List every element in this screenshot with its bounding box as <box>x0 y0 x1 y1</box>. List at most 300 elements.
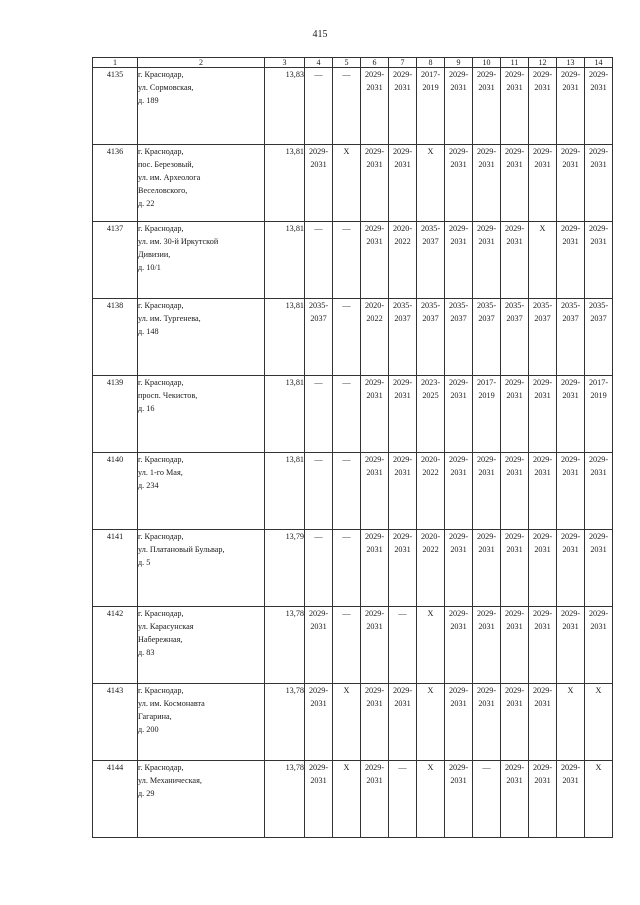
value-cell: 13,78 <box>265 684 305 761</box>
address-line: ул. Механическая, <box>138 776 202 785</box>
period-text: — <box>314 455 323 464</box>
period-text: 2035- 2037 <box>420 224 441 246</box>
row-number: 4142 <box>93 607 138 684</box>
period-text: 2029- 2031 <box>392 686 413 708</box>
period-text: X <box>595 763 602 772</box>
period-cell <box>529 453 557 530</box>
address-line: просп. Чекистов, <box>138 391 198 400</box>
period-text: 2029- 2031 <box>504 532 525 554</box>
period-text: 2029- 2031 <box>504 609 525 631</box>
period-cell <box>305 761 333 838</box>
period-cell <box>445 222 473 299</box>
period-text: 2029- 2031 <box>308 147 329 169</box>
period-cell <box>557 684 585 761</box>
row-number: 4135 <box>93 68 138 145</box>
period-text: 2029- 2031 <box>560 532 581 554</box>
period-cell <box>529 299 557 376</box>
period-text: 2029- 2031 <box>364 70 385 92</box>
period-cell <box>557 453 585 530</box>
period-cell <box>417 684 445 761</box>
period-cell <box>305 376 333 453</box>
period-text: 2029- 2031 <box>364 686 385 708</box>
value-cell: 13,78 <box>265 607 305 684</box>
period-cell <box>333 607 361 684</box>
address-cell <box>138 299 265 376</box>
period-text: 2029- 2031 <box>532 609 553 631</box>
period-cell <box>529 684 557 761</box>
period-text: 2029- 2031 <box>448 763 469 785</box>
address-line: пос. Березовый, <box>138 160 194 169</box>
period-text: 2029- 2031 <box>448 609 469 631</box>
column-header: 6 <box>361 58 389 68</box>
period-text: 2029- 2031 <box>364 378 385 400</box>
period-cell <box>305 453 333 530</box>
address-line: г. Краснодар, <box>138 224 184 233</box>
period-cell <box>389 222 417 299</box>
address-line: д. 189 <box>138 96 159 105</box>
period-text: 2020- 2022 <box>420 532 441 554</box>
period-cell <box>445 376 473 453</box>
period-cell <box>501 299 529 376</box>
period-text: 2029- 2031 <box>392 455 413 477</box>
period-cell <box>557 530 585 607</box>
period-text: 2029- 2031 <box>560 609 581 631</box>
period-cell <box>473 684 501 761</box>
address-line: д. 16 <box>138 404 155 413</box>
period-cell <box>389 607 417 684</box>
table-row <box>93 145 613 222</box>
address-line: Набережная, <box>138 635 183 644</box>
period-cell <box>585 684 613 761</box>
period-text: 2029- 2031 <box>504 70 525 92</box>
period-text: 2029- 2031 <box>448 147 469 169</box>
period-cell <box>501 607 529 684</box>
period-text: 2029- 2031 <box>364 532 385 554</box>
period-cell <box>501 684 529 761</box>
value-cell: 13,78 <box>265 761 305 838</box>
period-text: 2029- 2031 <box>532 147 553 169</box>
period-text: 2029- 2031 <box>364 609 385 631</box>
period-text: 2029- 2031 <box>532 763 553 785</box>
period-text: 2029- 2031 <box>476 147 497 169</box>
column-header: 14 <box>585 58 613 68</box>
period-cell <box>389 145 417 222</box>
period-text: 2029- 2031 <box>560 70 581 92</box>
period-text: — <box>342 378 351 387</box>
period-cell <box>361 607 389 684</box>
period-cell <box>557 222 585 299</box>
address-line: ул. им. Тургенева, <box>138 314 201 323</box>
period-text: 2029- 2031 <box>476 70 497 92</box>
period-cell <box>501 68 529 145</box>
period-cell <box>529 761 557 838</box>
period-cell <box>585 607 613 684</box>
value-cell: 13,79 <box>265 530 305 607</box>
period-text: 2029- 2031 <box>392 70 413 92</box>
period-cell <box>585 530 613 607</box>
header-row <box>93 58 613 68</box>
period-text: — <box>482 763 491 772</box>
period-cell <box>333 68 361 145</box>
period-text: X <box>343 147 350 156</box>
period-text: 2020- 2022 <box>392 224 413 246</box>
period-text: 2029- 2031 <box>588 532 609 554</box>
address-line: д. 148 <box>138 327 159 336</box>
address-line: ул. Платановый Бульвар, <box>138 545 225 554</box>
address-line: г. Краснодар, <box>138 455 184 464</box>
period-cell <box>417 530 445 607</box>
period-cell <box>361 684 389 761</box>
period-text: 2029- 2031 <box>560 147 581 169</box>
period-cell <box>417 453 445 530</box>
period-text: 2035- 2037 <box>308 301 329 323</box>
address-line: г. Краснодар, <box>138 686 184 695</box>
address-line: ул. Сормовская, <box>138 83 194 92</box>
address-line: д. 234 <box>138 481 159 490</box>
address-line: д. 29 <box>138 789 155 798</box>
period-cell <box>585 761 613 838</box>
period-cell <box>445 761 473 838</box>
period-text: 2023- 2025 <box>420 378 441 400</box>
period-text: X <box>567 686 574 695</box>
period-cell <box>361 145 389 222</box>
value-cell: 13,83 <box>265 68 305 145</box>
column-header: 7 <box>389 58 417 68</box>
period-cell <box>417 376 445 453</box>
period-text: X <box>427 686 434 695</box>
period-text: X <box>427 763 434 772</box>
period-text: — <box>342 455 351 464</box>
table-row <box>93 684 613 761</box>
row-number: 4139 <box>93 376 138 453</box>
period-text: — <box>342 224 351 233</box>
period-text: 2029- 2031 <box>504 686 525 708</box>
period-text: — <box>314 224 323 233</box>
period-cell <box>529 376 557 453</box>
column-header: 5 <box>333 58 361 68</box>
period-cell <box>333 145 361 222</box>
period-cell <box>417 145 445 222</box>
period-cell <box>529 145 557 222</box>
period-cell <box>473 145 501 222</box>
period-text: 2029- 2031 <box>364 147 385 169</box>
period-text: 2029- 2031 <box>448 70 469 92</box>
address-line: г. Краснодар, <box>138 763 184 772</box>
address-cell <box>138 222 265 299</box>
period-cell <box>445 68 473 145</box>
period-cell <box>445 145 473 222</box>
period-cell <box>501 761 529 838</box>
period-text: 2035- 2037 <box>476 301 497 323</box>
period-text: 2029- 2031 <box>504 147 525 169</box>
period-cell <box>473 530 501 607</box>
period-cell <box>389 299 417 376</box>
table-row <box>93 530 613 607</box>
period-text: 2029- 2031 <box>560 763 581 785</box>
row-number: 4137 <box>93 222 138 299</box>
table-row <box>93 607 613 684</box>
period-cell <box>389 761 417 838</box>
period-cell <box>585 145 613 222</box>
period-cell <box>473 453 501 530</box>
period-text: 2020- 2022 <box>420 455 441 477</box>
column-header: 9 <box>445 58 473 68</box>
period-cell <box>445 299 473 376</box>
column-header: 2 <box>138 58 265 68</box>
column-header: 4 <box>305 58 333 68</box>
period-text: 2029- 2031 <box>560 224 581 246</box>
table-row <box>93 299 613 376</box>
row-number: 4136 <box>93 145 138 222</box>
period-cell <box>473 607 501 684</box>
address-line: д. 10/1 <box>138 263 161 272</box>
address-line: ул. им. Космонавта <box>138 699 205 708</box>
period-text: 2029- 2031 <box>392 532 413 554</box>
address-line: г. Краснодар, <box>138 70 184 79</box>
period-cell <box>557 68 585 145</box>
value-cell: 13,81 <box>265 453 305 530</box>
period-cell <box>473 68 501 145</box>
period-text: 2029- 2031 <box>588 224 609 246</box>
period-text: 2017- 2019 <box>420 70 441 92</box>
period-cell <box>445 684 473 761</box>
address-cell <box>138 376 265 453</box>
period-text: — <box>342 609 351 618</box>
period-text: 2017- 2019 <box>476 378 497 400</box>
period-cell <box>333 299 361 376</box>
period-cell <box>361 761 389 838</box>
address-line: д. 83 <box>138 648 155 657</box>
column-header: 10 <box>473 58 501 68</box>
period-cell <box>333 684 361 761</box>
period-text: X <box>343 763 350 772</box>
period-text: 2029- 2031 <box>476 455 497 477</box>
period-cell <box>585 299 613 376</box>
period-cell <box>445 530 473 607</box>
address-cell <box>138 68 265 145</box>
period-cell <box>361 376 389 453</box>
period-cell <box>417 607 445 684</box>
period-cell <box>361 222 389 299</box>
period-cell <box>585 376 613 453</box>
period-cell <box>473 376 501 453</box>
period-text: 2029- 2031 <box>364 455 385 477</box>
address-line: д. 200 <box>138 725 159 734</box>
address-cell <box>138 145 265 222</box>
period-cell <box>445 607 473 684</box>
period-text: 2035- 2037 <box>560 301 581 323</box>
period-text: 2029- 2031 <box>448 532 469 554</box>
period-text: X <box>427 147 434 156</box>
period-text: 2029- 2031 <box>448 224 469 246</box>
table-body <box>93 68 613 838</box>
period-cell <box>361 299 389 376</box>
period-cell <box>333 222 361 299</box>
period-cell <box>501 453 529 530</box>
period-text: 2029- 2031 <box>588 609 609 631</box>
period-cell <box>389 376 417 453</box>
period-cell <box>305 607 333 684</box>
period-text: 2029- 2031 <box>448 686 469 708</box>
period-text: 2029- 2031 <box>588 147 609 169</box>
period-cell <box>585 453 613 530</box>
period-text: 2029- 2031 <box>364 224 385 246</box>
period-cell <box>557 145 585 222</box>
period-cell <box>333 453 361 530</box>
period-text: 2035- 2037 <box>504 301 525 323</box>
address-line: ул. Карасунская <box>138 622 194 631</box>
address-line: д. 5 <box>138 558 151 567</box>
column-header: 3 <box>265 58 305 68</box>
period-text: X <box>595 686 602 695</box>
period-cell <box>389 68 417 145</box>
period-text: 2029- 2031 <box>476 532 497 554</box>
period-text: 2029- 2031 <box>308 763 329 785</box>
period-cell <box>305 299 333 376</box>
row-number: 4138 <box>93 299 138 376</box>
period-text: 2035- 2037 <box>588 301 609 323</box>
address-line: г. Краснодар, <box>138 609 184 618</box>
period-cell <box>333 530 361 607</box>
period-text: 2017- 2019 <box>588 378 609 400</box>
period-text: 2029- 2031 <box>532 70 553 92</box>
table-row <box>93 761 613 838</box>
address-line: ул. им. 30-й Иркутской <box>138 237 219 246</box>
period-text: 2029- 2031 <box>532 686 553 708</box>
period-text: 2029- 2031 <box>560 378 581 400</box>
table-row <box>93 376 613 453</box>
period-cell <box>305 145 333 222</box>
table-row <box>93 68 613 145</box>
period-text: X <box>427 609 434 618</box>
period-text: 2029- 2031 <box>448 378 469 400</box>
period-text: 2029- 2031 <box>476 686 497 708</box>
period-text: 2029- 2031 <box>588 455 609 477</box>
value-cell: 13,81 <box>265 376 305 453</box>
table-row <box>93 453 613 530</box>
period-cell <box>389 453 417 530</box>
period-cell <box>361 453 389 530</box>
period-text: 2029- 2031 <box>308 609 329 631</box>
column-header: 8 <box>417 58 445 68</box>
period-text: 2029- 2031 <box>532 455 553 477</box>
period-cell <box>445 453 473 530</box>
address-line: Гагарина, <box>138 712 172 721</box>
period-cell <box>389 530 417 607</box>
column-header: 11 <box>501 58 529 68</box>
period-text: — <box>314 70 323 79</box>
period-text: 2020- 2022 <box>364 301 385 323</box>
address-line: г. Краснодар, <box>138 147 184 156</box>
value-cell: 13,81 <box>265 299 305 376</box>
period-text: 2029- 2031 <box>448 455 469 477</box>
period-cell <box>557 607 585 684</box>
period-cell <box>417 222 445 299</box>
period-cell <box>305 530 333 607</box>
address-line: Дивизии, <box>138 250 171 259</box>
period-cell <box>529 530 557 607</box>
period-text: 2029- 2031 <box>504 378 525 400</box>
period-text: 2029- 2031 <box>392 147 413 169</box>
period-cell <box>529 68 557 145</box>
period-cell <box>501 145 529 222</box>
address-line: ул. им. Археолога <box>138 173 201 182</box>
period-text: 2029- 2031 <box>476 609 497 631</box>
period-cell <box>417 299 445 376</box>
period-text: 2029- 2031 <box>532 378 553 400</box>
period-cell <box>557 299 585 376</box>
period-cell <box>501 222 529 299</box>
period-text: X <box>343 686 350 695</box>
table-row <box>93 222 613 299</box>
row-number: 4141 <box>93 530 138 607</box>
period-text: — <box>314 378 323 387</box>
period-cell <box>529 607 557 684</box>
row-number: 4140 <box>93 453 138 530</box>
period-text: 2035- 2037 <box>532 301 553 323</box>
period-cell <box>417 761 445 838</box>
address-line: г. Краснодар, <box>138 532 184 541</box>
period-text: 2029- 2031 <box>560 455 581 477</box>
period-text: — <box>398 763 407 772</box>
period-cell <box>305 68 333 145</box>
period-text: 2029- 2031 <box>392 378 413 400</box>
page-number: 415 <box>312 29 328 40</box>
period-cell <box>585 222 613 299</box>
period-cell <box>585 68 613 145</box>
period-text: 2029- 2031 <box>588 70 609 92</box>
address-line: Веселовского, <box>138 186 188 195</box>
address-cell <box>138 530 265 607</box>
period-text: 2035- 2037 <box>392 301 413 323</box>
value-cell: 13,81 <box>265 222 305 299</box>
period-cell <box>305 222 333 299</box>
period-text: — <box>398 609 407 618</box>
period-cell <box>501 376 529 453</box>
period-cell <box>557 761 585 838</box>
address-line: г. Краснодар, <box>138 378 184 387</box>
period-text: 2035- 2037 <box>448 301 469 323</box>
data-table <box>92 57 613 838</box>
period-cell <box>473 222 501 299</box>
period-text: — <box>342 301 351 310</box>
period-text: 2029- 2031 <box>532 532 553 554</box>
period-text: X <box>539 224 546 233</box>
period-text: 2029- 2031 <box>364 763 385 785</box>
address-line: д. 22 <box>138 199 155 208</box>
period-cell <box>389 684 417 761</box>
period-cell <box>333 761 361 838</box>
period-cell <box>305 684 333 761</box>
address-cell <box>138 761 265 838</box>
value-cell: 13,81 <box>265 145 305 222</box>
address-cell <box>138 453 265 530</box>
period-text: 2029- 2031 <box>308 686 329 708</box>
address-cell <box>138 684 265 761</box>
period-cell <box>557 376 585 453</box>
period-cell <box>501 530 529 607</box>
row-number: 4143 <box>93 684 138 761</box>
period-cell <box>417 68 445 145</box>
period-text: — <box>342 70 351 79</box>
address-cell <box>138 607 265 684</box>
period-text: — <box>342 532 351 541</box>
column-header: 1 <box>93 58 138 68</box>
column-header: 13 <box>557 58 585 68</box>
row-number: 4144 <box>93 761 138 838</box>
address-line: г. Краснодар, <box>138 301 184 310</box>
period-cell <box>473 299 501 376</box>
